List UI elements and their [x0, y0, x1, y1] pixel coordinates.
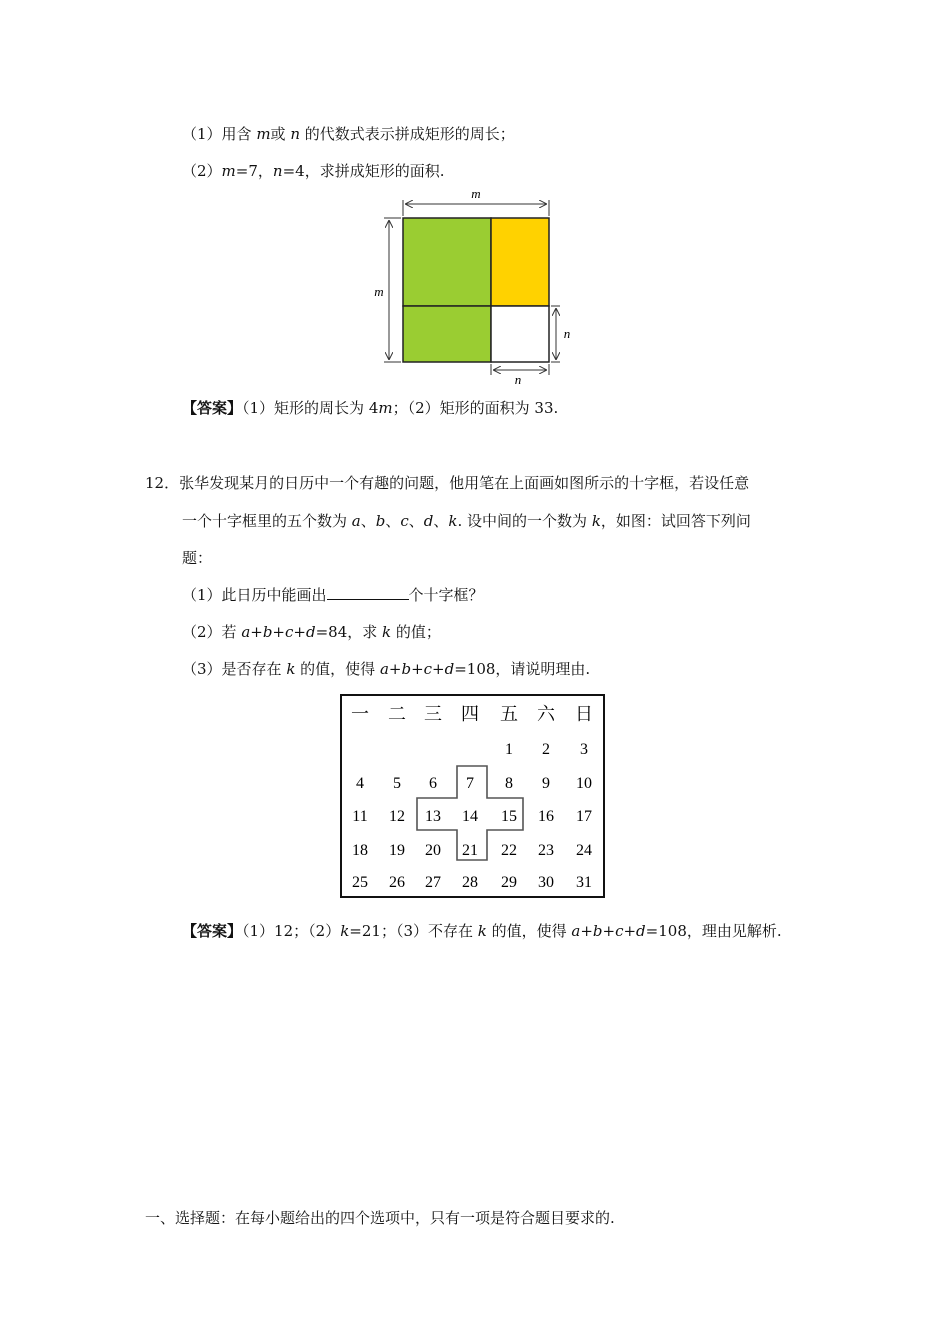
- calendar-header-3: 三: [424, 704, 442, 724]
- calendar-day: 19: [389, 842, 405, 859]
- calendar-day: 2: [542, 741, 550, 758]
- text: （1）此日历中能画出: [182, 586, 327, 604]
- var: k: [591, 512, 601, 530]
- text: =7，: [235, 162, 273, 180]
- expr: a+b+c+d: [241, 623, 316, 641]
- p12-stem-line2: [182, 511, 751, 531]
- calendar-day: 9: [542, 775, 550, 792]
- text: （1）用含: [182, 125, 257, 143]
- calendar-figure: [340, 694, 605, 899]
- calendar-day: 28: [462, 874, 478, 891]
- text: （2）: [182, 162, 222, 180]
- label-right-n: n: [563, 326, 571, 341]
- answer-blank[interactable]: [327, 585, 409, 600]
- p12-answer: [182, 921, 782, 941]
- label-bottom-n: n: [514, 372, 522, 386]
- p12-question-2: [182, 622, 441, 642]
- calendar-day: 31: [576, 874, 592, 891]
- text: 一个十字框里的五个数为: [182, 512, 352, 530]
- answer-tag: 【答案】: [182, 922, 243, 940]
- var-m: m: [256, 125, 271, 143]
- calendar-day: 16: [538, 808, 554, 825]
- calendar-border: [341, 695, 604, 897]
- text: =84，求: [315, 623, 383, 641]
- calendar-day: 5: [393, 775, 401, 792]
- yellow-top-right: [491, 218, 549, 306]
- green-top-left: [403, 218, 491, 306]
- calendar-day: 21: [462, 842, 478, 859]
- calendar-day: 30: [538, 874, 554, 891]
- white-square: [491, 306, 549, 362]
- p12-question-3: [182, 659, 590, 679]
- expr: a+b+c+d: [571, 922, 646, 940]
- text: 、: [385, 512, 401, 530]
- calendar-day: 3: [580, 741, 588, 758]
- text: 或: [270, 125, 291, 143]
- p11-answer: [182, 398, 558, 418]
- calendar-day: 1: [505, 741, 513, 758]
- green-bottom-left: [403, 306, 491, 362]
- var-n: n: [290, 125, 300, 143]
- p11-question-1: [182, 124, 515, 144]
- text: 的值；: [391, 623, 441, 641]
- text: （1）12；（2）: [242, 922, 341, 940]
- text: （3）是否存在: [182, 660, 287, 678]
- text: 、: [408, 512, 424, 530]
- var-k: k: [477, 922, 487, 940]
- text: =4，求拼成矩形的面积.: [282, 162, 445, 180]
- p12-stem-line3: 题：: [182, 549, 213, 567]
- text: ；（2）矩形的面积为 33.: [392, 399, 559, 417]
- expr: a+b+c+d: [379, 660, 455, 678]
- rectangle-figure: [360, 186, 580, 386]
- var-k: k: [286, 660, 296, 678]
- calendar-day: 27: [425, 874, 441, 891]
- var-k: k: [382, 623, 392, 641]
- text: 、: [360, 512, 376, 530]
- calendar-header-2: 二: [388, 704, 406, 724]
- calendar-day: 12: [389, 808, 405, 825]
- text: ，如图：试回答下列问: [600, 512, 751, 530]
- text: 的值，使得: [486, 922, 572, 940]
- calendar-day: 23: [538, 842, 554, 859]
- text: （1）矩形的周长为 4: [242, 399, 379, 417]
- label-left-m: m: [374, 284, 384, 299]
- calendar-day: 8: [505, 775, 513, 792]
- calendar-day: 10: [576, 775, 592, 792]
- calendar-day: 25: [352, 874, 368, 891]
- calendar-day: 4: [356, 775, 364, 792]
- var: b: [375, 512, 386, 530]
- var: k: [448, 512, 458, 530]
- calendar-day: 11: [352, 808, 368, 825]
- var-n: n: [272, 162, 283, 180]
- text: =108，理由见解析.: [645, 922, 782, 940]
- var: d: [423, 512, 434, 530]
- calendar-day: 7: [466, 775, 474, 792]
- calendar-day: 6: [429, 775, 437, 792]
- p12-stem-line1: 12．张华发现某月的日历中一个有趣的问题，他用笔在上面画如图所示的十字框，若设任意: [145, 474, 750, 492]
- calendar-header-5: 五: [500, 704, 518, 724]
- calendar-day: 22: [501, 842, 517, 859]
- calendar-day: 20: [425, 842, 441, 859]
- text: 的代数式表示拼成矩形的周长；: [300, 125, 515, 143]
- calendar-header-1: 一: [351, 704, 369, 724]
- calendar-day: 26: [389, 874, 405, 891]
- calendar-day: 13: [425, 808, 441, 825]
- text: =108，请说明理由.: [454, 660, 591, 678]
- text: =21；（3）不存在: [349, 922, 478, 940]
- section-title: 一、选择题：在每小题给出的四个选项中，只有一项是符合题目要求的.: [145, 1209, 615, 1227]
- p12-question-1: [182, 585, 484, 605]
- calendar-day: 14: [462, 808, 478, 825]
- calendar-day: 24: [576, 842, 592, 859]
- calendar-day: 29: [501, 874, 517, 891]
- var: a: [351, 512, 361, 530]
- answer-tag: 【答案】: [182, 399, 243, 417]
- calendar-day: 18: [352, 842, 368, 859]
- text: 个十字框？: [408, 586, 484, 604]
- var-m: m: [378, 399, 393, 417]
- calendar-day: 17: [576, 808, 592, 825]
- calendar-day: 15: [501, 808, 517, 825]
- p11-question-2: [182, 161, 444, 181]
- text: . 设中间的一个数为: [457, 512, 592, 530]
- calendar-header-7: 日: [575, 704, 593, 724]
- calendar-header-6: 六: [537, 704, 555, 724]
- label-top-m: m: [471, 186, 481, 201]
- var: c: [400, 512, 409, 530]
- text: 的值，使得: [295, 660, 380, 678]
- var-m: m: [221, 162, 236, 180]
- var-k: k: [340, 922, 350, 940]
- calendar-header-4: 四: [461, 704, 479, 724]
- text: （2）若: [182, 623, 242, 641]
- text: 、: [433, 512, 449, 530]
